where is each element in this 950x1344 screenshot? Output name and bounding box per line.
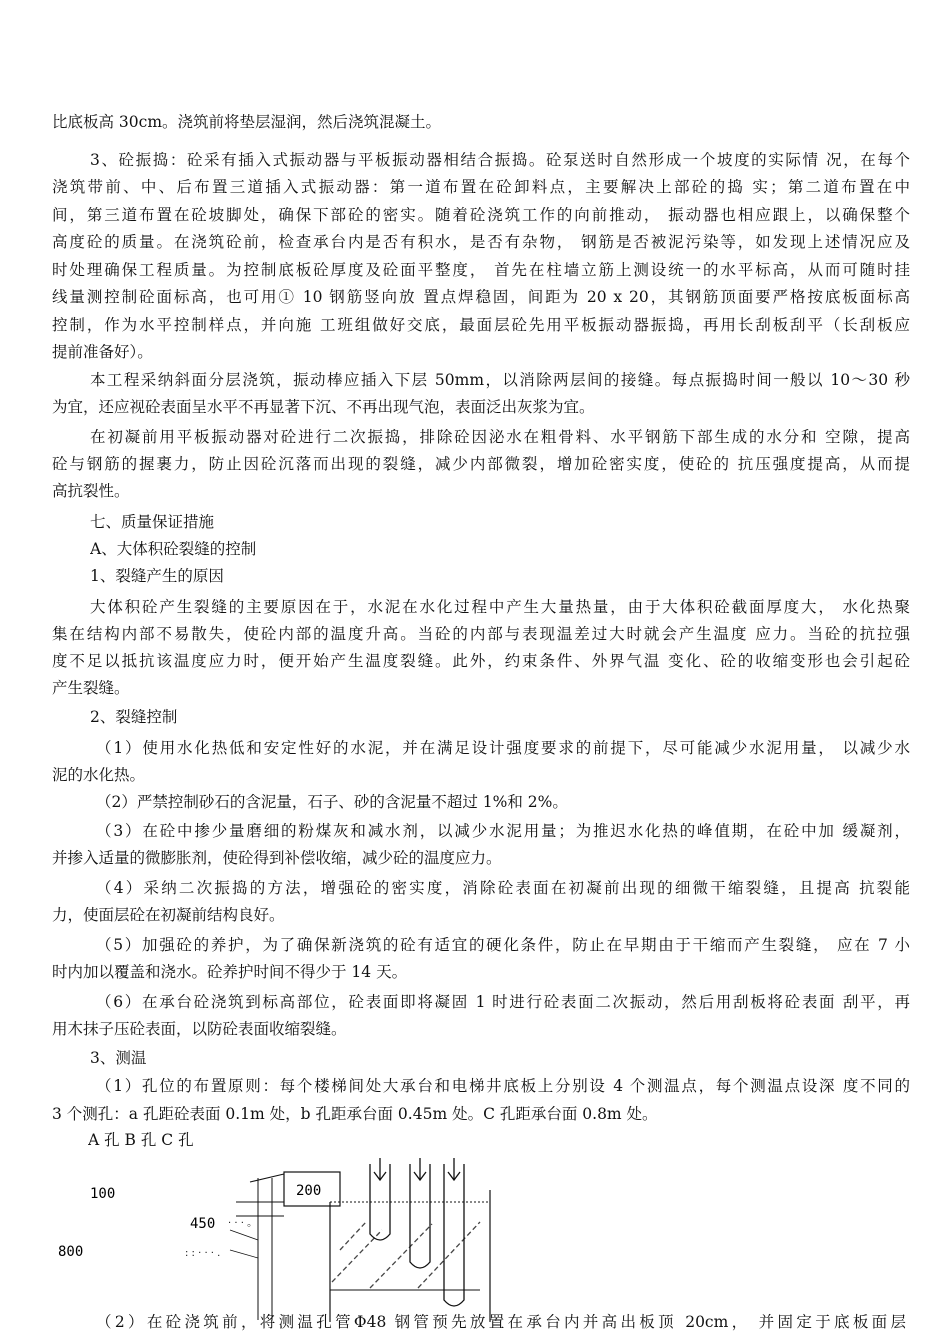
paragraph-line: 泥的水化热。: [52, 766, 146, 784]
measurement-tube: [410, 1158, 430, 1268]
section-heading: 1、裂缝产生的原因: [90, 567, 224, 585]
dimension-tick: [230, 1230, 258, 1240]
callout-leader: [250, 1174, 284, 1182]
paragraph-line: 大体积砼产生裂缝的主要原因在于，水泥在水化过程中产生大量热量，由于大体积砼截面厚度大， 水化热聚: [90, 598, 910, 616]
list-item: （2）在砼浇筑前，将测温孔管Φ48 钢管预先放置在承台内并高出板顶 20cm， 并固定于底板面层: [96, 1313, 906, 1331]
list-item: （6）在承台砼浇筑到标高部位，砼表面即将凝固 1 时进行砼表面二次振动，然后用刮板将砼表面 刮平，再: [96, 993, 910, 1011]
paragraph-line: 线量测控制砼面标高，也可用① 10 钢筋竖向放 置点焊稳固，间距为 20 x 20，其钢筋顶面要严格按底板面标高: [52, 288, 910, 306]
paragraph-line: 高抗裂性。: [52, 482, 130, 500]
paragraph-line: 本工程采纳斜面分层浇筑，振动棒应插入下层 50mm，以消除两层间的接缝。每点振捣时间一般以 10〜30 秒: [90, 371, 910, 389]
measurement-hole-diagram: [40, 1150, 640, 1330]
label-200: 200: [296, 1183, 322, 1199]
paragraph-line: 产生裂缝。: [52, 679, 130, 697]
paragraph-line: 集在结构内部不易散失，使砼内部的温度升高。当砼的内部与表现温差过大时就会产生温度 应力。当砼的抗拉强: [52, 625, 910, 643]
section-heading: A、大体积砼裂缝的控制: [90, 540, 257, 558]
paragraph-line: 高度砼的质量。在浇筑砼前，检查承台内是否有积水，是否有杂物， 钢筋是否被泥污染等，如发现上述情况应及: [52, 233, 910, 251]
measurement-tube: [370, 1158, 390, 1240]
paragraph-line: 在初凝前用平板振动器对砼进行二次振捣，排除砼因泌水在粗骨料、水平钢筋下部生成的水分和 空隙，提高: [90, 428, 910, 446]
paragraph-line: 浇筑带前、中、后布置三道插入式振动器：第一道布置在砼卸料点，主要解决上部砼的捣 实；第二道布置在中: [52, 178, 910, 196]
paragraph-line: 度不足以抵抗该温度应力时，便开始产生温度裂缝。此外，约束条件、外界气温 变化、砼的收缩变形也会引起砼: [52, 652, 910, 670]
paragraph-line: 时处理确保工程质量。为控制底板砼厚度及砼面平整度， 首先在柱墙立筋上测设统一的水平标高，从而可随时挂: [52, 261, 910, 279]
list-item: （5）加强砼的养护，为了确保新浇筑的砼有适宜的硬化条件，防止在早期由于干缩而产生裂缝， 应在 7 小: [96, 936, 910, 954]
hole-labels: A 孔 B 孔 C 孔: [88, 1131, 194, 1149]
list-item: （1）使用水化热低和安定性好的水泥，并在满足设计强度要求的前提下，尽可能减少水泥用量， 以减少水: [96, 739, 910, 757]
paragraph-line: 用木抹子压砼表面，以防砼表面收缩裂缝。: [52, 1020, 347, 1038]
list-item: （3）在砼中掺少量磨细的粉煤灰和减水剂，以减少水泥用量；为推迟水化热的峰值期，在砼中加 缓凝剂，: [96, 822, 910, 840]
measurement-tube: [444, 1158, 464, 1306]
paragraph-line: 间，第三道布置在砼坡脚处，确保下部砼的密实。随着砼浇筑工作的向前推动， 振动器也相应跟上，以确保整个: [52, 206, 910, 224]
paragraph-line: 控制，作为水平控制样点，并向施 工班组做好交底，最面层砼先用平板振动器振捣，再用长刮板刮平（长刮板应: [52, 316, 910, 334]
section-heading: 3、测温: [90, 1049, 147, 1067]
paragraph-line: 并掺入适量的微膨胀剂，使砼得到补偿收缩，减少砼的温度应力。: [52, 849, 502, 867]
dotted-leader: · · · 。: [228, 1218, 258, 1229]
paragraph-line: 提前准备好）。: [52, 343, 153, 361]
dimension-tick: [230, 1250, 258, 1258]
paragraph-line: 为宜，还应视砼表面呈水平不再显著下沉、不再出现气泡，表面泛出灰浆为宜。: [52, 398, 595, 416]
paragraph-line: 3 个测孔：a 孔距砼表面 0.1m 处，b 孔距承台面 0.45m 处。C 孔距承台面 0.8m 处。: [52, 1105, 658, 1123]
paragraph-line: 3、砼振捣：砼采有插入式振动器与平板振动器相结合振捣。砼泵送时自然形成一个坡度的实际情 况，在每个: [90, 151, 910, 169]
hatching: [332, 1222, 480, 1288]
section-heading: 七、质量保证措施: [90, 513, 215, 531]
list-item: （2）严禁控制砂石的含泥量，石子、砂的含泥量不超过 1%和 2%。: [96, 793, 568, 811]
paragraph-line: 比底板高 30cm。浇筑前将垫层湿润，然后浇筑混凝土。: [52, 113, 442, 131]
label-100: 100: [90, 1186, 116, 1202]
list-item: （4）采纳二次振捣的方法，增强砼的密实度，消除砼表面在初凝前出现的细微干缩裂缝，且提高 抗裂能: [96, 879, 910, 897]
label-450: 450: [190, 1216, 216, 1232]
paragraph-line: 时内加以覆盖和浇水。砼养护时间不得少于 14 天。: [52, 963, 408, 981]
list-item: （1）孔位的布置原则：每个楼梯间处大承台和电梯井底板上分别设 4 个测温点，每个测温点设深 度不同的: [96, 1077, 910, 1095]
section-heading: 2、裂缝控制: [90, 708, 178, 726]
paragraph-line: 力，使面层砼在初凝前结构良好。: [52, 906, 285, 924]
label-800: 800: [58, 1244, 84, 1260]
paragraph-line: 砼与钢筋的握裹力，防止因砼沉落而出现的裂缝，减少内部微裂，增加砼密实度，使砼的 抗压强度提高，从而提: [52, 455, 910, 473]
dotted-leader: : : · · · .: [185, 1248, 221, 1259]
